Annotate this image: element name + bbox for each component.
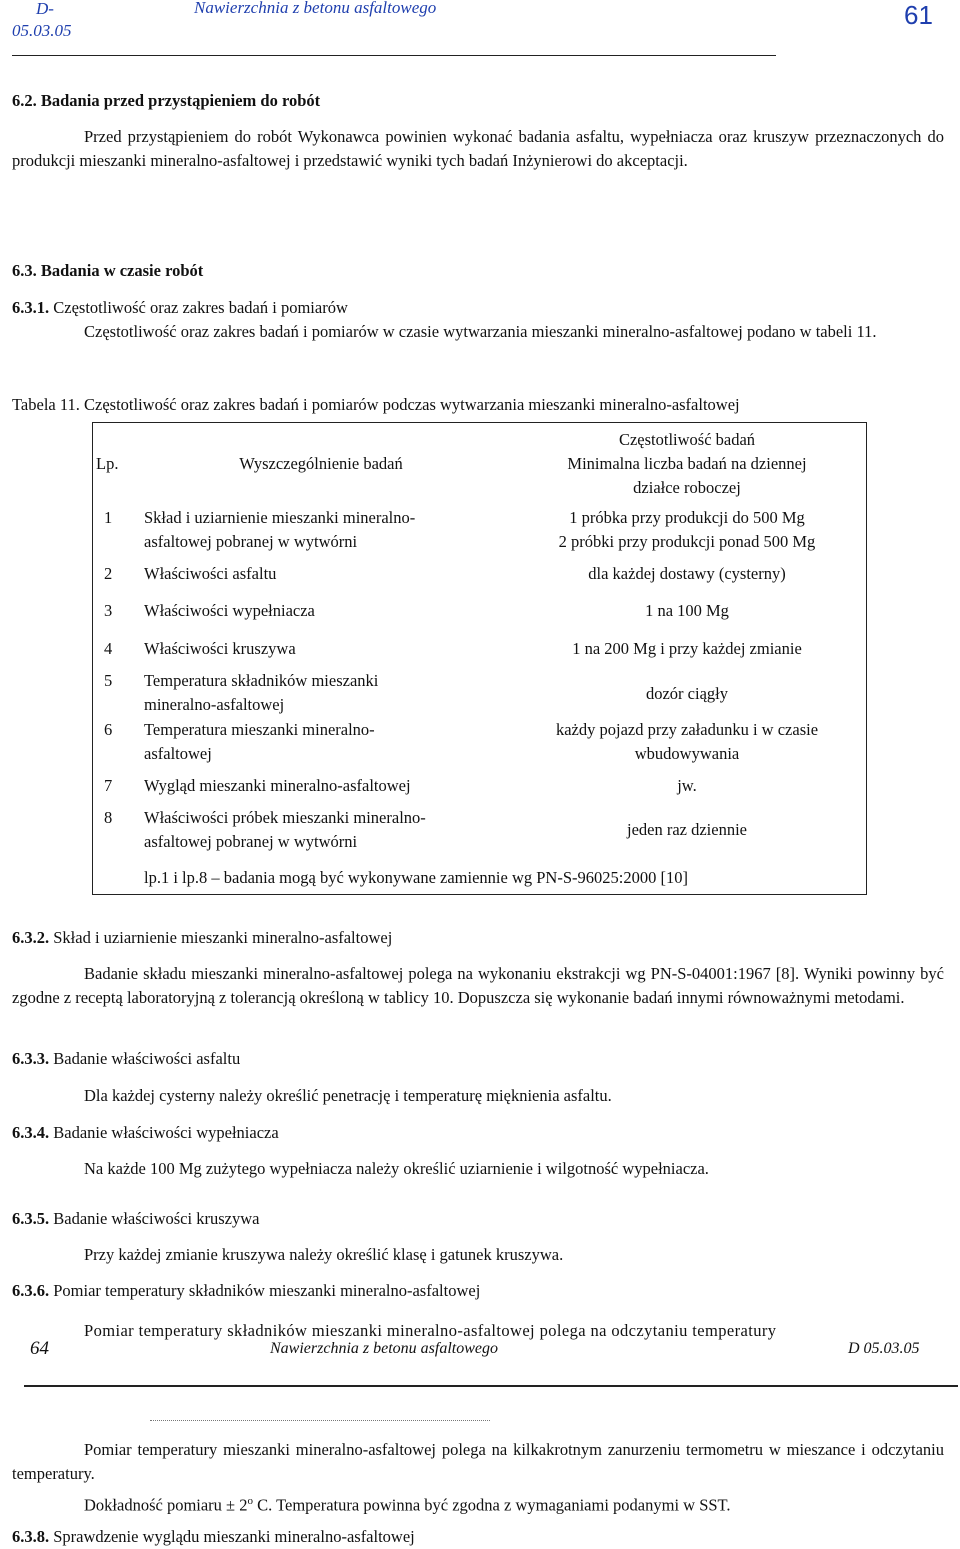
table-border-right — [866, 422, 867, 895]
row-frequency: 1 na 200 Mg i przy każdej zmianie — [572, 639, 802, 658]
row-lp: 3 — [104, 601, 113, 620]
row-lp: 5 — [104, 671, 113, 690]
table-caption: Tabela 11. Częstotliwość oraz zakres badań i pomiarów podczas wytwarzania mieszanki mineralno-asfaltowej — [12, 395, 740, 414]
table-header-lp: Lp. — [96, 454, 119, 473]
row-lp: 4 — [104, 639, 113, 658]
row-frequency: 1 na 100 Mg — [645, 601, 729, 620]
section-6-2-heading: 6.2. Badania przed przystąpieniem do robót — [12, 91, 321, 110]
section-6-3-7-accuracy: Dokładność pomiaru ± $2^o$ C. Temperatura powinna być zgodna z wymaganiami podanymi w SST. — [84, 1495, 731, 1515]
row-description: Właściwości asfaltu — [144, 564, 277, 583]
table-border-bottom — [92, 894, 867, 895]
footer-doc-code: D 05.03.05 — [848, 1340, 920, 1357]
page-break-remnant — [150, 1416, 490, 1421]
section-6-3-8-title: 6.3.8. Sprawdzenie wyglądu mieszanki mineralno-asfaltowej — [12, 1527, 415, 1546]
row-frequency: dozór ciągły — [645, 684, 728, 703]
section-6-3-3-title: 6.3.3. Badanie właściwości asfaltu — [12, 1049, 241, 1068]
row-lp: 8 — [104, 808, 113, 827]
section-6-3-5-text: Przy każdej zmianie kruszywa należy określić klasę i gatunek kruszywa. — [84, 1245, 564, 1264]
header-title: Nawierzchnia z betonu asfaltowego — [194, 0, 437, 17]
row-frequency: każdy pojazd przy załadunku i w czasie wbudowywania — [555, 720, 819, 763]
section-6-3-6-cut-text: Pomiar temperatury składników mieszanki mineralno-asfaltowej polega na odczytaniu temperatury — [84, 1321, 777, 1340]
row-description: Właściwości próbek mieszanki mineralno- asfaltowej pobranej w wytwórni — [144, 808, 426, 851]
section-6-3-2-title: 6.3.2. Skład i uziarnienie mieszanki mineralno-asfaltowej — [12, 928, 393, 947]
section-6-3-1-title-text: Częstotliwość oraz zakres badań i pomiarów — [53, 298, 348, 317]
section-6-3-5-title: 6.3.5. Badanie właściwości kruszywa — [12, 1209, 260, 1228]
row-frequency: jw. — [677, 776, 697, 795]
section-6-3-1-text: Częstotliwość oraz zakres badań i pomiarów w czasie wytwarzania mieszanki mineralno-asfaltowej podano w tabeli 11. — [84, 322, 877, 341]
footer-title: Nawierzchnia z betonu asfaltowego — [270, 1340, 498, 1357]
row-description: Właściwości wypełniacza — [144, 601, 315, 620]
footer-page-number: 64 — [30, 1338, 49, 1359]
row-description: Temperatura składników mieszanki mineralno-asfaltowej — [144, 671, 379, 714]
row-lp: 2 — [104, 564, 113, 583]
section-6-2-text: Przed przystąpieniem do robót Wykonawca powinien wykonać badania asfaltu, wypełniacza oraz kruszyw przeznaczonych do produkcji mieszanki mineralno-asfaltowej i przedstawić wyniki tych badań Inżynierowi do akceptacji. — [12, 127, 944, 170]
row-frequency: 1 próbka przy produkcji do 500 Mg 2 próbki przy produkcji ponad 500 Mg — [558, 508, 816, 551]
row-description: Wygląd mieszanki mineralno-asfaltowej — [144, 776, 411, 795]
header-page-number: 61 — [904, 0, 933, 30]
section-6-3-7-text: Pomiar temperatury mieszanki mineralno-asfaltowej polega na kilkakrotnym zanurzeniu termometru w mieszance i odczytaniu temperatury. — [12, 1440, 944, 1483]
section-6-3-6-cut-text-wrapper — [84, 1315, 954, 1340]
table-border-top — [92, 422, 867, 423]
table-border-left — [92, 422, 93, 895]
row-lp: 6 — [104, 720, 113, 739]
row-description: Właściwości kruszywa — [144, 639, 296, 658]
table-header-description: Wyszczególnienie badań — [239, 454, 403, 473]
section-6-3-2-text: Badanie składu mieszanki mineralno-asfaltowej polega na wykonaniu ekstrakcji wg PN-S-04001:1967 [8]. Wyniki powinny być zgodne z receptą laboratoryjną z tolerancją określoną w tablicy 10. Dopuszcza się wykonanie badań innymi równoważnymi metodami. — [12, 964, 944, 1007]
row-lp: 1 — [104, 508, 113, 527]
section-6-3-4-text: Na każde 100 Mg zużytego wypełniacza należy określić uziarnienie i wilgotność wypełniacza. — [84, 1159, 709, 1178]
section-6-3-1-number: 6.3.1. — [12, 298, 50, 317]
header-doc-code: D- 05.03.05 — [12, 0, 72, 40]
row-frequency: dla każdej dostawy (cysterny) — [588, 564, 786, 583]
table-footnote: lp.1 i lp.8 – badania mogą być wykonywane zamiennie wg PN-S-96025:2000 [10] — [144, 868, 688, 887]
row-description: Skład i uziarnienie mieszanki mineralno- asfaltowej pobranej w wytwórni — [144, 508, 416, 551]
section-6-3-6-title: 6.3.6. Pomiar temperatury składników mieszanki mineralno-asfaltowej — [12, 1281, 481, 1300]
section-6-3-heading: 6.3. Badania w czasie robót — [12, 261, 204, 280]
table-header-frequency: Częstotliwość badań Minimalna liczba badań na dziennej działce roboczej — [567, 430, 807, 497]
row-frequency: jeden raz dziennie — [626, 820, 747, 839]
footer-rule — [24, 1385, 958, 1387]
section-6-3-4-title: 6.3.4. Badanie właściwości wypełniacza — [12, 1123, 279, 1142]
row-description: Temperatura mieszanki mineralno- asfaltowej — [144, 720, 375, 763]
row-lp: 7 — [104, 776, 113, 795]
section-6-3-3-text: Dla każdej cysterny należy określić penetrację i temperaturę mięknienia asfaltu. — [84, 1086, 612, 1105]
